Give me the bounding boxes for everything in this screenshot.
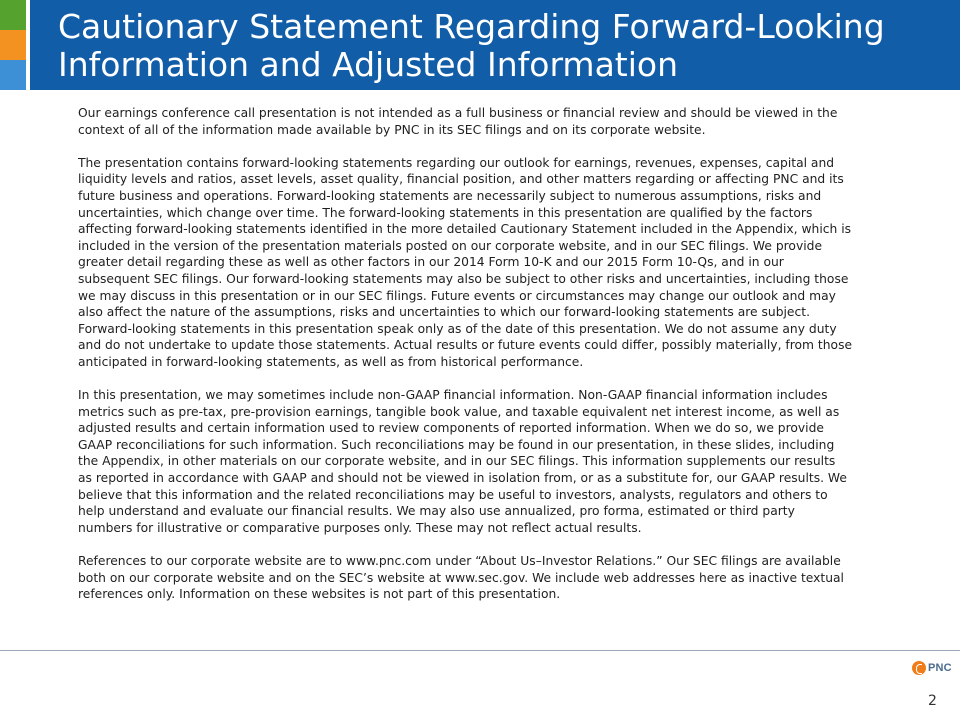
accent-strip <box>0 0 26 90</box>
slide-title-line-2: Information and Adjusted Information <box>58 45 679 84</box>
slide-title-line-1: Cautionary Statement Regarding Forward-Looking <box>58 7 885 46</box>
footer-divider <box>0 650 960 651</box>
paragraph-forward-looking: The presentation contains forward-looking statements regarding our outlook for earnings, revenues, expenses, capital and liquidity levels and ratios, asset levels, asset quality, financial position, and other matters regarding or affecting PNC and its future business and operations. Forward-looking statements are necessarily subject to numerous assumptions, risks and uncertainties, which change over time. The forward-looking statements in this presentation are qualified by the factors affecting forward-looking statements identified in the more detailed Cautionary Statement included in the Appendix, which is included in the version of the presentation materials posted on our corporate website, and in our SEC filings. We provide greater detail regarding these as well as other factors in our 2014 Form 10-K and our 2015 Form 10-Qs, and in our subsequent SEC filings. Our forward-looking statements may also be subject to other risks and uncertainties, including those we may discuss in this presentation or in our SEC filings. Future events or circumstances may change our outlook and may also affect the nature of the assumptions, risks and uncertainties to which our forward-looking statements are subject. Forward-looking statements in this presentation speak only as of the date of this presentation. We do not assume any duty and do not undertake to update those statements. Actual results or future events could differ, possibly materially, from those anticipated in forward-looking statements, as well as from historical performance. <box>78 155 853 369</box>
accent-block-orange <box>0 30 26 60</box>
paragraph-non-gaap: In this presentation, we may sometimes include non-GAAP financial information. Non-GAAP financial information includes metrics such as pre-tax, pre-provision earnings, tangible book value, and taxable equivalent net interest income, as well as adjusted results and certain information used to review components of reported information. When we do so, we provide GAAP reconciliations for such information. Such reconciliations may be found in our presentation, in these slides, including the Appendix, in other materials on our corporate website, and in our SEC filings. This information supplements our results as reported in accordance with GAAP and should not be viewed in isolation from, or as a substitute for, our GAAP results. We believe that this information and the related reconciliations may be useful to investors, analysts, regulators and others to help understand and evaluate our financial results. We may also use annualized, pro forma, estimated or third party numbers for illustrative or comparative purposes only. These may not reflect actual results. <box>78 388 847 535</box>
page-number: 2 <box>928 693 937 709</box>
pnc-logo-icon <box>912 661 926 675</box>
slide-title <box>58 8 948 84</box>
body-text <box>78 105 853 619</box>
paragraph-references: References to our corporate website are to www.pnc.com under “About Us–Investor Relations.” Our SEC filings are available both on our corporate website and on the SEC’s website at www.sec.gov. We include web addresses here as inactive textual references only. Information on these websites is not part of this presentation. <box>78 554 844 602</box>
paragraph-intro: Our earnings conference call presentation is not intended as a full business or financial review and should be viewed in the context of all of the information made available by PNC in its SEC filings and on its corporate website. <box>78 106 838 137</box>
accent-block-green <box>0 0 26 30</box>
accent-block-blue <box>0 60 26 90</box>
pnc-logo <box>912 660 952 676</box>
pnc-logo-text: PNC <box>928 662 952 674</box>
